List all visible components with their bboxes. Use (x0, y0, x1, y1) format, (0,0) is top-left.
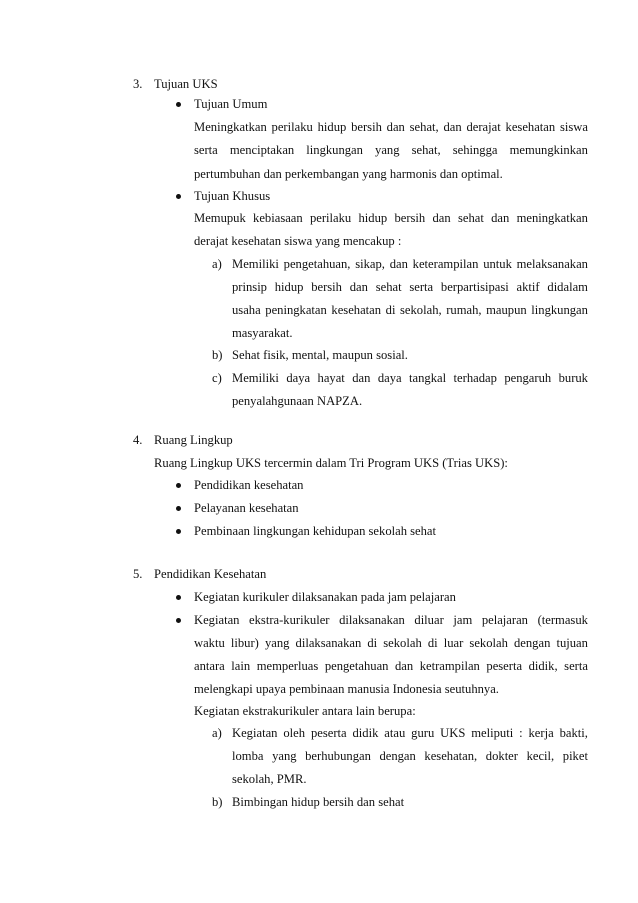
word: yang (264, 636, 290, 650)
word: dengan (514, 636, 551, 650)
word: piket (562, 749, 588, 763)
bullet-icon (176, 102, 181, 107)
word: rumah, (446, 303, 482, 317)
word: (termasuk (537, 613, 588, 627)
bullet-icon (176, 529, 181, 534)
word: hidup (317, 120, 347, 134)
list-item-line: masyarakat. (232, 326, 293, 340)
bullet-label: Pembinaan lingkungan kehidupan sekolah sehat (194, 524, 437, 538)
word: waktu (194, 636, 225, 650)
word: ekstra-kurikuler (249, 613, 330, 627)
bullet-icon (176, 595, 181, 600)
word: terhadap (453, 371, 497, 385)
word: bakti, (559, 726, 588, 740)
word: tujuan (556, 636, 588, 650)
word: guru (411, 726, 435, 740)
section-title: Ruang Lingkup (154, 433, 233, 447)
word: libur) (230, 636, 259, 650)
word: sehingga (452, 143, 498, 157)
paragraph-line: melengkapi upaya pembinaan manusia Indonesia seutuhnya. (194, 682, 499, 696)
list-item-line (232, 302, 588, 318)
word: Memiliki (232, 371, 279, 385)
word: daya (286, 371, 311, 385)
word: didik (352, 726, 379, 740)
word: didik, (528, 659, 558, 673)
word: sekolah, (400, 303, 442, 317)
section-title: Pendidikan Kesehatan (154, 567, 267, 581)
word: derajat (466, 120, 501, 134)
word: buruk (558, 371, 588, 385)
word: didalam (547, 280, 588, 294)
word: serta (564, 659, 588, 673)
paragraph-line: pertumbuhan dan perkembangan yang harmonis dan optimal. (194, 167, 503, 181)
word: dan (389, 257, 408, 271)
bullet-label: Pendidikan kesehatan (194, 478, 304, 492)
paragraph-line (194, 119, 588, 135)
word: usaha (232, 303, 261, 317)
word: serta (194, 143, 218, 157)
word: peserta (486, 659, 523, 673)
list-marker: a) (212, 726, 222, 740)
list-item-line: penyalahgunaan NAPZA. (232, 394, 363, 408)
paragraph-line (194, 142, 588, 158)
word: di (385, 303, 396, 317)
word: dilaksanakan (295, 636, 362, 650)
word: sehat (457, 211, 484, 225)
list-item-line (232, 370, 588, 386)
word: aktif (516, 280, 540, 294)
word: kesehatan (331, 303, 382, 317)
word: maupun (486, 303, 527, 317)
section-number: 5. (133, 567, 143, 581)
word: sekolah (469, 636, 508, 650)
word: sehat (375, 280, 402, 294)
word: yang (272, 749, 297, 763)
list-marker: b) (212, 348, 223, 362)
word: : (519, 726, 523, 740)
word: meliputi (471, 726, 514, 740)
word: kesehatan, (424, 749, 478, 763)
word: Memiliki (232, 257, 279, 271)
bullet-icon (176, 618, 181, 623)
word: dokter (485, 749, 518, 763)
word: hidup (274, 280, 304, 294)
paragraph-line (194, 612, 588, 628)
list-marker: c) (212, 371, 222, 385)
word: daya (377, 371, 402, 385)
list-item-line (232, 725, 588, 741)
word: kecil, (526, 749, 555, 763)
word: kerja (528, 726, 554, 740)
word: Kegiatan (232, 726, 278, 740)
word: dan (386, 120, 405, 134)
word: bersih (351, 120, 382, 134)
list-item-line: Sehat fisik, mental, maupun sosial. (232, 348, 408, 362)
word: bersih (394, 211, 426, 225)
word: dengan (379, 749, 416, 763)
word: jam (453, 613, 473, 627)
bullet-label: Kegiatan kurikuler dilaksanakan pada jam pelajaran (194, 590, 456, 604)
list-item-line (232, 748, 588, 764)
word: Meningkatkan (194, 120, 267, 134)
word: pengetahuan, (283, 257, 351, 271)
word: Memupuk (194, 211, 246, 225)
word: ketrampilan (419, 659, 480, 673)
word: memungkinkan (509, 143, 588, 157)
list-item-line: sekolah, PMR. (232, 772, 307, 786)
word: kebiasaan (253, 211, 303, 225)
word: kesehatan (505, 120, 556, 134)
section-title: Tujuan UKS (154, 77, 218, 91)
word: hayat (317, 371, 345, 385)
word: peningkatan (265, 303, 327, 317)
word: perilaku (271, 120, 313, 134)
section-number: 4. (133, 433, 143, 447)
word: pengaruh (504, 371, 552, 385)
word: antara (194, 659, 225, 673)
word: Kegiatan (194, 613, 240, 627)
list-item-line: Bimbingan hidup bersih dan sehat (232, 795, 405, 809)
bullet-icon (176, 194, 181, 199)
bullet-icon (176, 506, 181, 511)
word: berpartisipasi (440, 280, 509, 294)
word: pengetahuan (324, 659, 389, 673)
word: yang (375, 143, 400, 157)
word: atau (384, 726, 406, 740)
word: lingkungan (306, 143, 363, 157)
paragraph-line (194, 635, 588, 651)
word: tangkal (409, 371, 447, 385)
word: dan (491, 211, 510, 225)
word: dan (443, 120, 462, 134)
section-number: 3. (133, 77, 143, 91)
word: perilaku (309, 211, 352, 225)
word: diluar (414, 613, 444, 627)
word: peserta (310, 726, 347, 740)
word: dan (352, 371, 371, 385)
section-intro: Ruang Lingkup UKS tercermin dalam Tri Program UKS (Trias UKS): (154, 456, 508, 470)
word: menciptakan (229, 143, 295, 157)
word: pelajaran (481, 613, 528, 627)
word: lain (231, 659, 251, 673)
word: dilaksanakan (339, 613, 405, 627)
word: sehat, (411, 143, 441, 157)
word: UKS (440, 726, 466, 740)
word: oleh (283, 726, 306, 740)
bullet-icon (176, 483, 181, 488)
bullet-label: Tujuan Umum (194, 97, 268, 111)
list-item-line (232, 256, 588, 272)
list-marker: b) (212, 795, 223, 809)
word: sekolah (383, 636, 422, 650)
paragraph-line: Kegiatan ekstrakurikuler antara lain berupa: (194, 704, 416, 718)
word: bersih (311, 280, 342, 294)
word: sehat, (409, 120, 439, 134)
paragraph-line: derajat kesehatan siswa yang mencakup : (194, 234, 402, 248)
word: memperluas (256, 659, 319, 673)
word: serta (409, 280, 434, 294)
list-item-line (232, 279, 588, 295)
word: untuk (483, 257, 512, 271)
word: meningkatkan (516, 211, 588, 225)
word: lingkungan (531, 303, 588, 317)
paragraph-line (194, 658, 588, 674)
word: sikap, (355, 257, 385, 271)
word: dan (349, 280, 368, 294)
list-marker: a) (212, 257, 222, 271)
word: lomba (232, 749, 264, 763)
word: berhubungan (305, 749, 371, 763)
word: dan (394, 659, 414, 673)
word: siswa (559, 120, 588, 134)
word: keterampilan (412, 257, 479, 271)
word: dan (432, 211, 451, 225)
paragraph-line (194, 210, 588, 226)
bullet-label: Tujuan Khusus (194, 189, 271, 203)
word: di (427, 636, 438, 650)
word: luar (443, 636, 464, 650)
word: prinsip (232, 280, 267, 294)
word: melaksanakan (516, 257, 588, 271)
word: di (367, 636, 378, 650)
word: hidup (358, 211, 388, 225)
bullet-label: Pelayanan kesehatan (194, 501, 299, 515)
